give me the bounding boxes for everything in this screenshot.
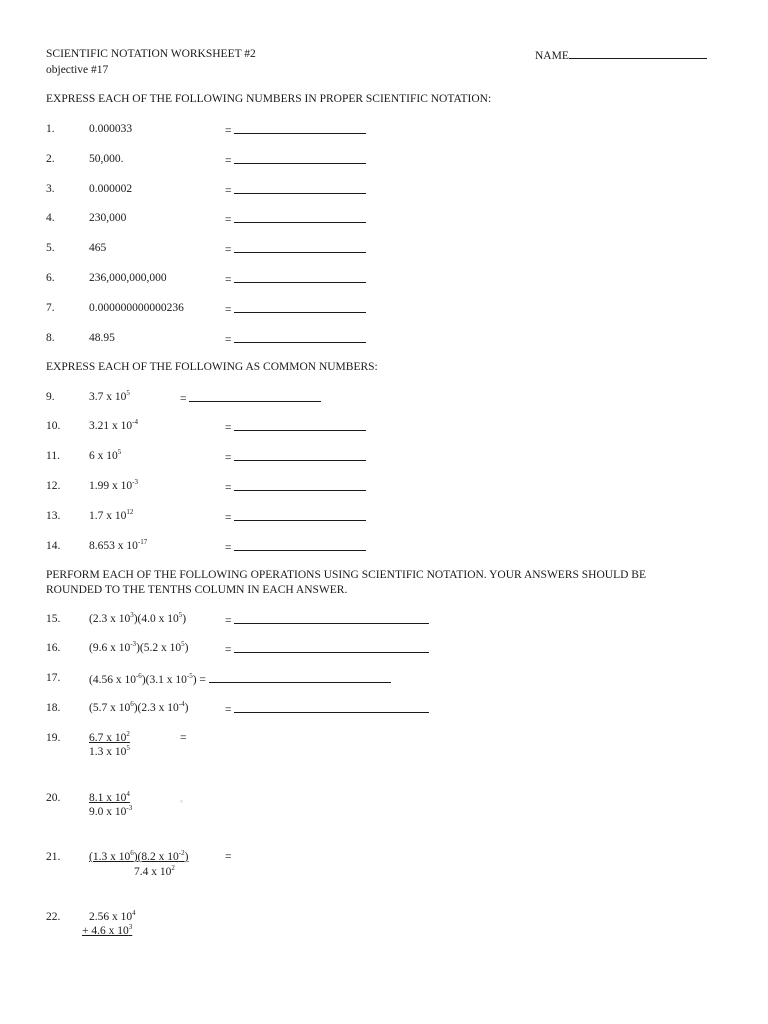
answer-blank[interactable] bbox=[234, 701, 429, 713]
equals-sign: = bbox=[225, 851, 232, 863]
answer-blank[interactable] bbox=[234, 211, 366, 223]
question-expression: 1.7 x $10^{12}$ bbox=[89, 508, 134, 522]
question-number: 7. bbox=[46, 302, 55, 314]
answer-field[interactable]: = bbox=[225, 301, 366, 317]
answer-blank[interactable] bbox=[234, 122, 366, 134]
question-number: 10. bbox=[46, 420, 61, 432]
question-number: 13. bbox=[46, 510, 61, 522]
objective-label: objective #17 bbox=[46, 64, 109, 76]
answer-field[interactable]: = bbox=[225, 419, 366, 435]
question-number: 2. bbox=[46, 153, 55, 165]
answer-blank[interactable] bbox=[234, 539, 366, 551]
fraction-numerator: (1.3 x $10^6)(8.2$ x $10^{-2}$) bbox=[89, 849, 189, 863]
answer-field[interactable]: = bbox=[225, 331, 366, 347]
faint-mark: ▫ bbox=[180, 797, 183, 806]
question-number: 6. bbox=[46, 272, 55, 284]
answer-field[interactable]: (4.56 x $10^{-6})(3.1$ x $10^{-5}$) = bbox=[89, 671, 391, 687]
question-value: 50,000. bbox=[89, 153, 124, 165]
answer-blank[interactable] bbox=[234, 419, 366, 431]
question-number: 19. bbox=[46, 732, 61, 744]
question-number: 17. bbox=[46, 672, 61, 684]
answer-blank[interactable] bbox=[234, 331, 366, 343]
answer-field[interactable]: = bbox=[225, 241, 366, 257]
fraction-denominator: 7.4 x $10^2$ bbox=[134, 864, 175, 878]
fraction-denominator: 9.0 x $10^{-3}$ bbox=[89, 804, 133, 818]
fraction-numerator: 6.7 x $10^2$ bbox=[89, 730, 130, 744]
name-label: NAME bbox=[535, 50, 569, 62]
answer-blank[interactable] bbox=[234, 152, 366, 164]
answer-blank[interactable] bbox=[209, 671, 391, 683]
question-number: 5. bbox=[46, 242, 55, 254]
section2-instruction: EXPRESS EACH OF THE FOLLOWING AS COMMON NUMBERS: bbox=[46, 361, 378, 373]
answer-field[interactable]: = bbox=[225, 211, 366, 227]
equals-sign: = bbox=[180, 732, 187, 744]
answer-field[interactable]: = bbox=[225, 182, 366, 198]
answer-field[interactable]: = bbox=[225, 271, 366, 287]
question-expression: 3.21 x $10^{-4}$ bbox=[89, 418, 138, 432]
answer-field[interactable]: = bbox=[225, 701, 429, 717]
question-number: 4. bbox=[46, 212, 55, 224]
answer-blank[interactable] bbox=[234, 271, 366, 283]
answer-blank[interactable] bbox=[189, 390, 321, 402]
question-expression: (5.7 x $10^6)(2.3$ x $10^{-4}$) bbox=[89, 700, 189, 714]
fraction-numerator: 8.1 x $10^4$ bbox=[89, 790, 130, 804]
addend-bottom: + 4.6 x $10^3$ bbox=[82, 923, 133, 937]
answer-field[interactable]: = bbox=[225, 122, 366, 138]
question-value: 465 bbox=[89, 242, 107, 254]
answer-blank[interactable] bbox=[234, 241, 366, 253]
addend-top: 2.56 x $10^4$ bbox=[89, 909, 136, 923]
question-value: 236,000,000,000 bbox=[89, 272, 167, 284]
question-value: 0.000033 bbox=[89, 123, 133, 135]
question-number: 22. bbox=[46, 911, 61, 923]
question-number: 16. bbox=[46, 642, 61, 654]
answer-blank[interactable] bbox=[234, 612, 429, 624]
answer-field[interactable]: = bbox=[225, 479, 366, 495]
answer-field[interactable]: = bbox=[180, 390, 321, 406]
answer-blank[interactable] bbox=[234, 641, 429, 653]
question-value: 0.000000000000236 bbox=[89, 302, 184, 314]
question-number: 20. bbox=[46, 792, 61, 804]
answer-blank[interactable] bbox=[234, 449, 366, 461]
section3-instruction-line1: PERFORM EACH OF THE FOLLOWING OPERATIONS USING SCIENTIFIC NOTATION. YOUR ANSWERS SHOULD BE bbox=[46, 569, 646, 581]
question-number: 1. bbox=[46, 123, 55, 135]
question-number: 9. bbox=[46, 391, 55, 403]
question-number: 21. bbox=[46, 851, 61, 863]
question-number: 8. bbox=[46, 332, 55, 344]
question-expression: 8.653 x $10^{-17}$ bbox=[89, 538, 148, 552]
question-number: 12. bbox=[46, 480, 61, 492]
question-expression: (9.6 x $10^{-3})(5.2$ x $10^5$) bbox=[89, 640, 189, 654]
question-number: 3. bbox=[46, 183, 55, 195]
question-number: 11. bbox=[46, 450, 60, 462]
section1-instruction: EXPRESS EACH OF THE FOLLOWING NUMBERS IN PROPER SCIENTIFIC NOTATION: bbox=[46, 93, 492, 105]
question-expression: 3.7 x $10^5$ bbox=[89, 389, 130, 403]
question-value: 230,000 bbox=[89, 212, 127, 224]
question-number: 18. bbox=[46, 702, 61, 714]
answer-field[interactable]: = bbox=[225, 449, 366, 465]
answer-field[interactable]: = bbox=[225, 612, 429, 628]
answer-field[interactable]: = bbox=[225, 509, 366, 525]
question-value: 0.000002 bbox=[89, 183, 133, 195]
question-expression: 1.99 x $10^{-3}$ bbox=[89, 478, 138, 492]
question-number: 14. bbox=[46, 540, 61, 552]
answer-field[interactable]: = bbox=[225, 152, 366, 168]
question-value: 48.95 bbox=[89, 332, 115, 344]
answer-field[interactable]: = bbox=[225, 539, 366, 555]
name-field[interactable] bbox=[535, 47, 707, 63]
fraction-denominator: 1.3 x $10^5$ bbox=[89, 744, 130, 758]
question-expression: 6 x $10^5$ bbox=[89, 448, 122, 462]
name-blank[interactable] bbox=[569, 47, 707, 59]
section3-instruction-line2: ROUNDED TO THE TENTHS COLUMN IN EACH ANSWER. bbox=[46, 584, 348, 596]
question-number: 15. bbox=[46, 613, 61, 625]
answer-blank[interactable] bbox=[234, 301, 366, 313]
question-expression: (2.3 x $10^3)(4.0$ x $10^5$) bbox=[89, 611, 187, 625]
answer-blank[interactable] bbox=[234, 509, 366, 521]
worksheet-title: SCIENTIFIC NOTATION WORKSHEET #2 bbox=[46, 48, 256, 60]
answer-blank[interactable] bbox=[234, 182, 366, 194]
answer-blank[interactable] bbox=[234, 479, 366, 491]
answer-field[interactable]: = bbox=[225, 641, 429, 657]
